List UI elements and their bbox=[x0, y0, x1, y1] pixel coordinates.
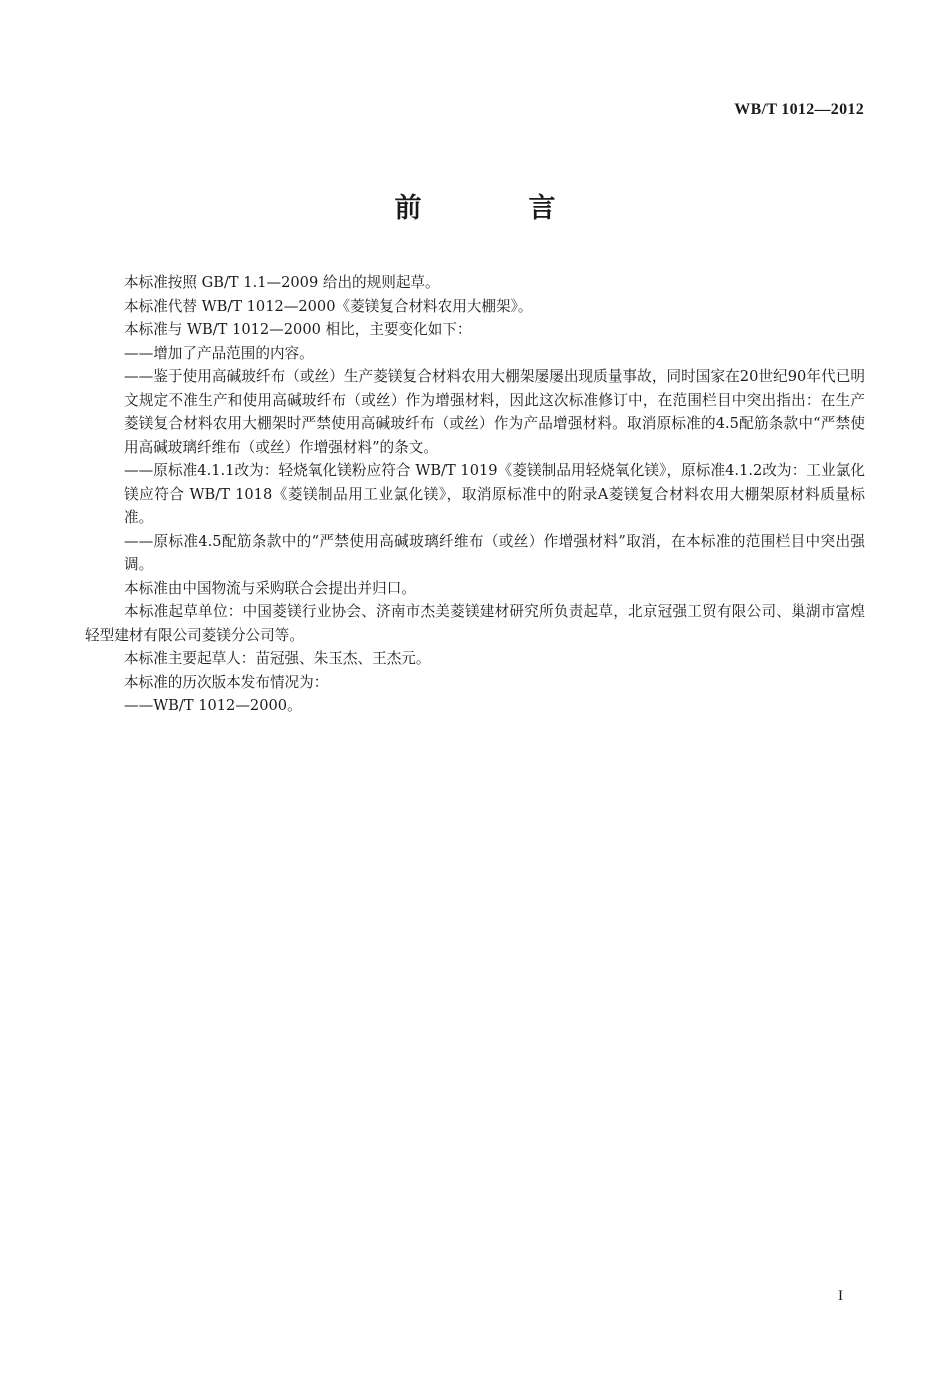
paragraph-history: 本标准的历次版本发布情况为： bbox=[124, 673, 329, 691]
standard-code: WB/T 1012—2012 bbox=[734, 101, 864, 118]
page-title: 前 言 bbox=[394, 193, 596, 224]
paragraph-drafters: 本标准主要起草人：苗冠强、朱玉杰、王杰元。 bbox=[124, 650, 431, 667]
paragraph-main-changes: 本标准与 WB/T 1012—2000 相比，主要变化如下： bbox=[124, 321, 472, 338]
change-item-scope: ——增加了产品范围的内容。 bbox=[124, 344, 314, 362]
paragraph-replaces: 本标准代替 WB/T 1012—2000《菱镁复合材料农用大棚架》。 bbox=[124, 297, 533, 315]
history-item: ——WB/T 1012—2000。 bbox=[124, 697, 302, 714]
paragraph-drafting-rules: 本标准按照 GB/T 1.1—2009 给出的规则起草。 bbox=[124, 274, 440, 291]
page-number: I bbox=[838, 1288, 843, 1304]
change-item-reinforcement: ——原标准4.5配筋条款中的“严禁使用高碱玻璃纤维布（或丝）作增强材料”取消，在本标准的范围栏目中突出强调。 bbox=[124, 532, 865, 573]
change-item-glass-fiber: ——鉴于使用高碱玻纤布（或丝）生产菱镁复合材料农用大棚架屡屡出现质量事故，同时国家在20世纪90年代已明文规定不准生产和使用高碱玻纤布（或丝）作为增强材料，因此这次标准修订中，在范围栏目中突出指出：在生产菱镁复合材料农用大棚架时严禁使用高碱玻纤布（或丝）作为产品增强材料。取消原标准的4.5配筋条款中“严禁使用高碱玻璃纤维布（或丝）作增强材料”的条文。 bbox=[124, 368, 865, 456]
foreword-body bbox=[85, 271, 865, 718]
paragraph-proposer: 本标准由中国物流与采购联合会提出并归口。 bbox=[124, 579, 416, 597]
paragraph-drafting-units: 本标准起草单位：中国菱镁行业协会、济南市杰美菱镁建材研究所负责起草，北京冠强工贸有限公司、巢湖市富煌轻型建材有限公司菱镁分公司等。 bbox=[85, 603, 865, 644]
change-item-materials: ——原标准4.1.1改为：轻烧氧化镁粉应符合 WB/T 1019《菱镁制品用轻烧氧化镁》，原标准4.1.2改为：工业氯化镁应符合 WB/T 1018《菱镁制品用工业氯化镁》，取消原标准中的附录A菱镁复合材料农用大棚架原材料质量标准。 bbox=[124, 462, 865, 526]
